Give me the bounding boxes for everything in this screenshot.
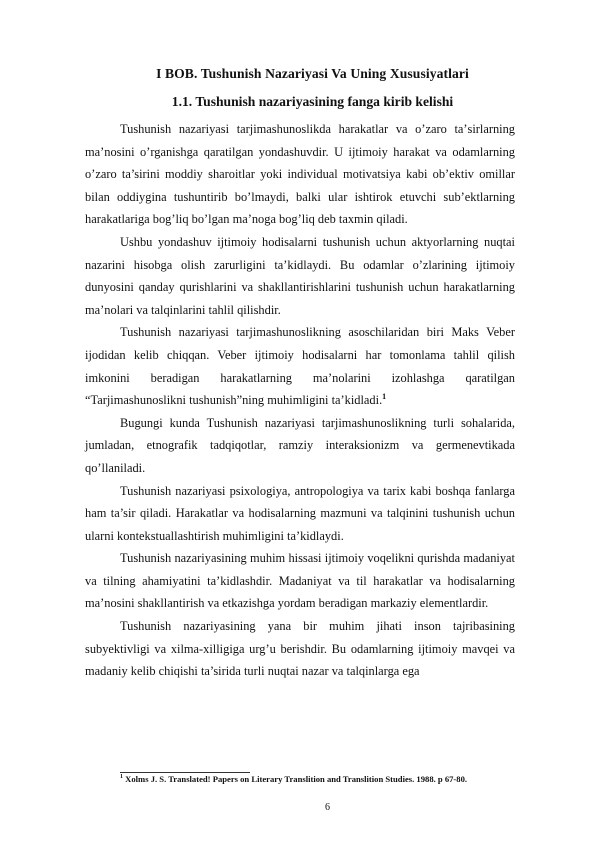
footnote-marker: 1 (120, 774, 123, 781)
section-title: 1.1. Tushunish nazariyasining fanga kirib kelishi (171, 94, 454, 109)
paragraph: Tushunish nazariyasi tarjimashunoslikda harakatlar va o’zaro taʼsirlarning maʼnosini o’rganishga qaratilgan yondashuvdir. U ijtimoiy harakat va odamlarning o’zaro ta’sirini moddiy sharoitlar yoki individual motivatsiya kabi ob’ektiv omillar bilan oddiygina tushuntirib bo’lmaydi, balki ular ishtirok etuvchi sub’ektlarning harakatlariga bog’liq bo’lgan ma’noga bog’liq deb taxmin qiladi. (85, 122, 515, 227)
paragraph (85, 321, 515, 411)
paragraph-text: Tushunish nazariyasi tarjimashunoslikning asoschilaridan biri Maks Veber ijodidan kelib chiqqan. Veber ijtimoiy hodisalarni har tomonlama tahlil qilish imkonini beradigan harakatlarning ma’nolarini izohlashga qaratilgan “Tarjimashunoslikni tushunish”ning muhimligini ta’kidladi. (85, 325, 515, 408)
paragraph: Bugungi kunda Tushunish nazariyasi tarjimashunoslikning turli sohalarida, jumladan, etnografik tadqiqotlar, ramziy interaksionizm va germenevtikada qo’llaniladi. (85, 415, 515, 475)
chapter-title: I BOB. Tushunish Nazariyasi Va Uning Xususiyatlari (156, 66, 469, 81)
footnote-text: Xolms J. S. Translated! Papers on Literary Translition and Translition Studies. 1988. p 67-80. (125, 774, 468, 784)
footnote-ref[interactable]: 1 (382, 392, 387, 401)
footnote (120, 774, 520, 784)
footnote-divider (120, 772, 250, 773)
paragraph: Ushbu yondashuv ijtimoiy hodisalarni tushunish uchun aktyorlarning nuqtai nazarini hisobga olish zarurligini ta’kidlaydi. Bu odamlar o’zlarining ijtimoiy dunyosini qanday qurishlarini va shakllantirishlarini tushunish uchun harakatlarning ma’nolari va talqinlarini tahlil qilishdir. (85, 234, 515, 317)
page-number: 6 (325, 802, 330, 813)
paragraph: Tushunish nazariyasining yana bir muhim jihati inson tajribasining subyektivligi va xilma-xilligiga urg’u berishdir. Bu odamlarning ijtimoiy mavqei va madaniy kelib chiqishi ta’sirida turli nuqtai nazar va talqinlarga ega (85, 619, 515, 679)
paragraph: Tushunish nazariyasining muhim hissasi ijtimoiy voqelikni qurishda madaniyat va tilning ahamiyatini ta’kidlashdir. Madaniyat va til harakatlar va hodisalarning ma’nosini shakllantirish va etkazishga yordam beradigan markaziy elementlardir. (85, 551, 515, 611)
paragraph: Tushunish nazariyasi psixologiya, antropologiya va tarix kabi boshqa fanlarga ham ta’sir qiladi. Harakatlar va hodisalarning mazmuni va talqinini tushunish uchun ularni kontekstuallashtirish muhimligini ta’kidlaydi. (85, 483, 515, 543)
body-text (85, 118, 515, 683)
